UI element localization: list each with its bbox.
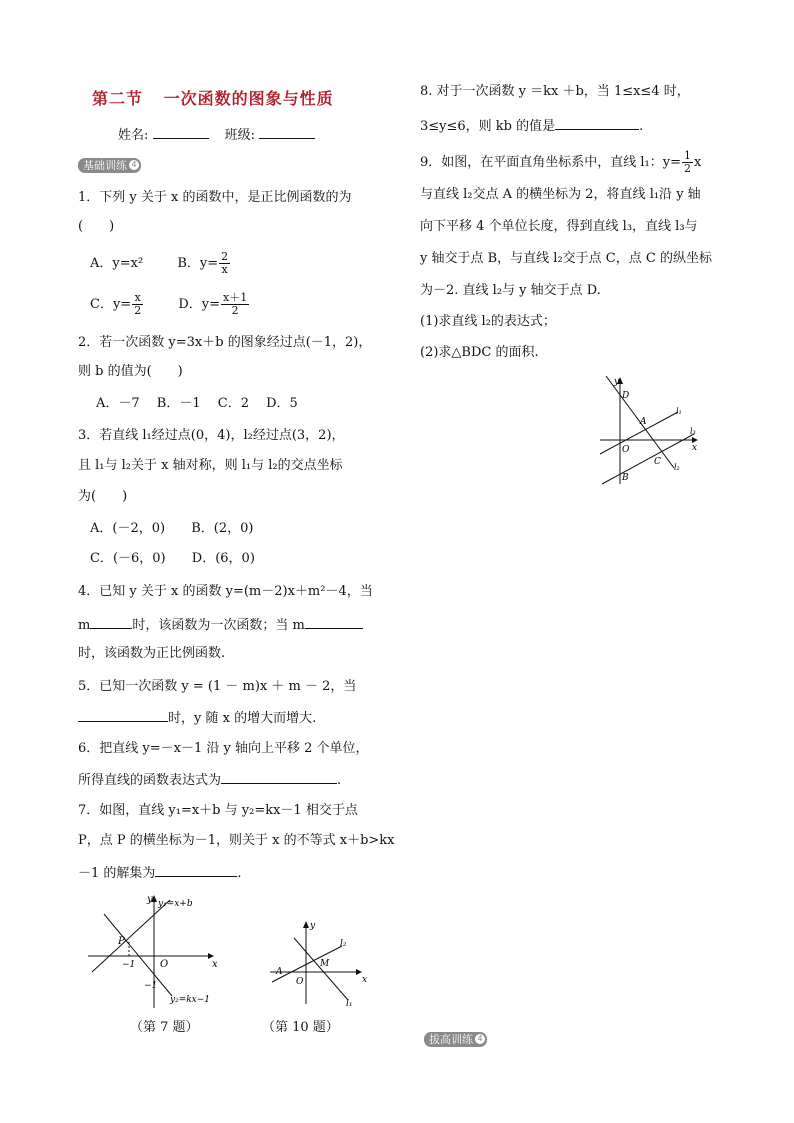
fig7-label-y: y xyxy=(147,894,153,905)
fig7-label-y1: y₁=x+b xyxy=(158,899,193,909)
q2-options: A．－7 B．－1 C．2 D．5 xyxy=(96,396,298,411)
class-blank xyxy=(259,124,315,139)
advanced-training-badge: 拔高训练 4 xyxy=(424,1032,487,1047)
q4-blank-2 xyxy=(305,614,363,629)
q2-stem2: 则 b 的值为( ) xyxy=(78,364,183,379)
fig9-label-x: x xyxy=(692,443,698,453)
fig7-label-m1y: −1 xyxy=(144,981,158,991)
q7-blank xyxy=(155,862,237,877)
q4-m-label: m xyxy=(78,618,91,633)
fig10-y-arrow xyxy=(303,921,309,928)
q9-stem3: 向下平移 4 个单位长度，得到直线 l₃，直线 l₃与 xyxy=(420,219,698,234)
fig9-line-l1 xyxy=(600,412,678,454)
section-topic: 一次函数的图象与性质 xyxy=(163,89,334,108)
fig9-label-l2: l₂ xyxy=(674,463,680,472)
q3-option-b: B．(2，0) xyxy=(191,521,254,536)
q7-text: －1 的解集为 xyxy=(78,866,156,881)
fig9-label-d: D xyxy=(622,391,630,401)
q6-stem2 xyxy=(78,769,341,791)
q5-stem: 5．已知一次函数 y = (1 － m)x ＋ m － 2，当 xyxy=(78,679,357,694)
q1-option-a: A．y=x² xyxy=(90,256,144,271)
fig7-caption: （第 7 题） xyxy=(130,1020,199,1035)
fig7-label-m1x: −1 xyxy=(122,960,136,970)
q5-stem2 xyxy=(78,707,316,729)
fig10-label-l2: l₂ xyxy=(340,939,347,949)
fig9-label-a: A xyxy=(640,417,647,427)
q7-end: . xyxy=(237,866,242,881)
q3-row1 xyxy=(90,519,253,539)
q9-part2: (2)求△BDC 的面积. xyxy=(420,345,539,360)
q3-row2 xyxy=(90,549,255,569)
q8-blank xyxy=(555,115,639,130)
q8-end: . xyxy=(639,119,644,134)
q8-stem2 xyxy=(420,115,643,137)
fig10-line-l2 xyxy=(272,946,342,982)
q3-option-d: D．(6，0) xyxy=(191,551,255,566)
q6-end: . xyxy=(337,773,342,788)
q1-row2 xyxy=(90,292,250,317)
q3-option-a: A．(－2，0) xyxy=(90,521,166,536)
fig9-label-o: O xyxy=(622,445,630,455)
q8-stem: 8. 对于一次函数 y ＝kx ＋b，当 1≤x≤4 时， xyxy=(420,84,690,99)
class-label: 班级: xyxy=(224,128,256,143)
q9-stem xyxy=(420,150,701,175)
fig7-label-x: x xyxy=(212,959,218,970)
q3-stem3: 为( ) xyxy=(78,489,128,504)
q6-blank xyxy=(221,769,337,784)
q9-stem5: 为－2. 直线 l₂与 y 轴交于点 D. xyxy=(420,283,601,298)
q8-text: 3≤y≤6，则 kb 的值是 xyxy=(420,119,556,134)
fig9-label-y: y xyxy=(614,377,620,387)
q7-stem2: P，点 P 的横坐标为－1，则关于 x 的不等式 x＋b>kx xyxy=(78,833,395,848)
q2-stem: 2．若一次函数 y=3x＋b 的图象经过点(－1，2)， xyxy=(78,335,372,350)
q1-option-b-frac: $\frac{2}{x}$ xyxy=(221,250,229,276)
fig10-label-o: O xyxy=(296,977,304,987)
q6-text: 所得直线的函数表达式为 xyxy=(78,773,222,788)
q7-stem3 xyxy=(78,862,242,884)
fig7-label-p: P xyxy=(118,936,125,947)
q4-stem: 4．已知 y 关于 x 的函数 y=(m－2)x＋m²－4，当 xyxy=(78,584,373,599)
q5-text: 时，y 随 x 的增大而增大. xyxy=(168,711,317,726)
figure-10 xyxy=(266,916,376,1008)
q4-blank-1 xyxy=(90,614,132,629)
q1-option-c: C．y= xyxy=(90,297,132,312)
name-blank xyxy=(153,124,209,139)
section-number: 第二节 xyxy=(92,89,144,108)
fig7-label-y2: y₂=kx−1 xyxy=(170,995,211,1005)
basic-training-badge: 基础训练 4 xyxy=(78,158,141,173)
fig10-caption: （第 10 题） xyxy=(262,1020,339,1035)
q7-stem: 7．如图，直线 y₁=x＋b 与 y₂=kx－1 相交于点 xyxy=(78,803,358,818)
fig9-label-l1: l₁ xyxy=(676,407,682,416)
q9-stem4: y 轴交于点 B，与直线 l₂交于点 C，点 C 的纵坐标 xyxy=(420,251,712,266)
q1-option-b: B．y= xyxy=(177,256,219,271)
q1-option-c-frac: $\frac{x}{2}$ xyxy=(134,291,142,317)
fig10-label-y: y xyxy=(310,921,316,931)
page-title xyxy=(92,86,348,109)
fig7-label-o: O xyxy=(160,959,169,970)
q9-part1: (1)求直线 l₂的表达式； xyxy=(420,314,556,329)
fig10-label-l1: l₁ xyxy=(346,999,353,1008)
fig9-line-l3 xyxy=(602,434,694,484)
figure-9 xyxy=(596,372,706,488)
student-info xyxy=(118,124,315,146)
fig7-line-y2 xyxy=(104,914,172,996)
q5-blank xyxy=(78,707,168,722)
q9-text: 9．如图，在平面直角坐标系中，直线 l₁：y= xyxy=(420,155,682,170)
q4-stem2 xyxy=(78,614,363,636)
q9-frac: $\frac{1}{2}$ xyxy=(684,149,692,175)
q9-x: x xyxy=(694,155,702,170)
name-label: 姓名: xyxy=(118,128,149,143)
q9-stem2: 与直线 l₂交点 A 的横坐标为 2，将直线 l₁沿 y 轴 xyxy=(420,187,701,202)
q1-paren: ( ) xyxy=(78,219,115,234)
q3-stem: 3．若直线 l₁经过点(0，4)，l₂经过点(3，2)， xyxy=(78,428,345,443)
q1-stem: 1．下列 y 关于 x 的函数中，是正比例函数的为 xyxy=(78,190,352,205)
q3-option-c: C．(－6，0) xyxy=(90,551,166,566)
q6-stem: 6．把直线 y=－x－1 沿 y 轴向上平移 2 个单位， xyxy=(78,741,369,756)
q1-option-d: D．y= xyxy=(178,297,220,312)
q1-row1 xyxy=(90,251,231,276)
q1-option-d-frac: $\frac{x+1}{2}$ xyxy=(223,291,248,317)
q4-text: 时，该函数为一次函数；当 m xyxy=(132,618,305,633)
fig9-label-b: B xyxy=(622,473,629,483)
fig9-label-c: C xyxy=(654,457,661,467)
fig9-label-l3: l₃ xyxy=(690,427,696,436)
figure-7 xyxy=(84,892,224,1012)
fig10-label-x: x xyxy=(362,975,368,985)
fig10-label-m: M xyxy=(320,959,330,969)
q3-stem2: 且 l₁与 l₂关于 x 轴对称，则 l₁与 l₂的交点坐标 xyxy=(78,458,343,473)
q4-stem3: 时，该函数为正比例函数. xyxy=(78,646,226,661)
fig10-label-a: A xyxy=(276,967,283,977)
